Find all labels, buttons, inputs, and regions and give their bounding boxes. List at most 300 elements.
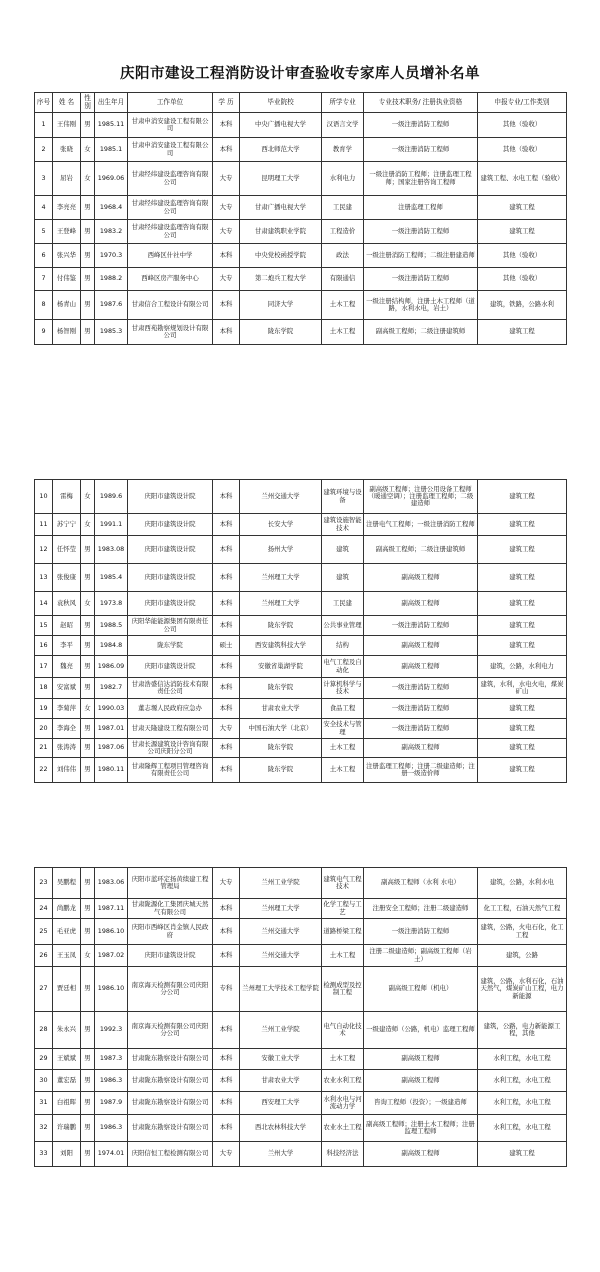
category-cell: 建筑，水利，水电火电，煤炭矿山 xyxy=(478,678,567,699)
category-cell: 水利工程，水电工程 xyxy=(478,1049,567,1070)
school-cell: 兰州工业学院 xyxy=(240,1012,322,1049)
employer-cell: 庆阳市建筑设计院 xyxy=(128,656,213,678)
school-cell: 扬州大学 xyxy=(240,536,322,564)
education-cell: 本科 xyxy=(213,291,240,320)
qualification-cell: 副高级工程师 xyxy=(364,1142,478,1167)
name-cell: 付伟鉴 xyxy=(53,268,81,291)
employer-cell: 甘肃申消安建设工程有限公司 xyxy=(128,138,213,162)
table-row xyxy=(35,899,567,919)
birth-cell: 1987.9 xyxy=(95,1092,128,1115)
category-cell: 建筑，公路，火电石化，化工工程 xyxy=(478,919,567,945)
table-row xyxy=(35,919,567,945)
education-cell: 本科 xyxy=(213,244,240,268)
employer-cell: 南京海天检测有限公司庆阳分公司 xyxy=(128,967,213,1012)
major-cell: 工民建 xyxy=(322,196,364,220)
seq-cell: 21 xyxy=(35,739,53,758)
employer-cell: 甘肃陇东勘察设计有限公司 xyxy=(128,1092,213,1115)
category-cell: 建筑，公路，水利电力 xyxy=(478,656,567,678)
gender-cell: 男 xyxy=(81,1115,95,1142)
table-row xyxy=(35,291,567,320)
table-row xyxy=(35,1049,567,1070)
seq-cell: 33 xyxy=(35,1142,53,1167)
qualification-cell: 一级注册消防工程师；二级注册建造师 xyxy=(364,244,478,268)
gender-cell: 男 xyxy=(81,899,95,919)
column-header: 工作单位 xyxy=(128,93,213,113)
employer-cell: 甘肃信合工程设计有限公司 xyxy=(128,291,213,320)
major-cell: 农业水利工程 xyxy=(322,1070,364,1092)
employer-cell: 甘肃陇东勘察设计有限公司 xyxy=(128,1070,213,1092)
employer-cell: 董志塬人民政府应急办 xyxy=(128,699,213,719)
column-header: 所学专业 xyxy=(322,93,364,113)
employer-cell: 甘肃隆辉工程项目管理咨询有限责任公司 xyxy=(128,758,213,783)
seq-cell: 32 xyxy=(35,1115,53,1142)
seq-cell: 6 xyxy=(35,244,53,268)
gender-cell: 男 xyxy=(81,1142,95,1167)
education-cell: 硕士 xyxy=(213,636,240,656)
column-header: 出生年月 xyxy=(95,93,128,113)
gender-cell: 男 xyxy=(81,719,95,739)
employer-cell: 庆阳华能能源集团有限责任公司 xyxy=(128,616,213,636)
category-cell: 建筑工程 xyxy=(478,636,567,656)
seq-cell: 19 xyxy=(35,699,53,719)
gender-cell: 男 xyxy=(81,244,95,268)
major-cell: 土木工程 xyxy=(322,758,364,783)
personnel-table-page-3 xyxy=(34,867,567,1167)
document-title: 庆阳市建设工程消防设计审查验收专家库人员增补名单 xyxy=(120,65,480,82)
column-header: 姓 名 xyxy=(53,93,81,113)
employer-cell: 庆阳信恒工程检测有限公司 xyxy=(128,1142,213,1167)
table-row xyxy=(35,1115,567,1142)
major-cell: 检测成型及控制工程 xyxy=(322,967,364,1012)
name-cell: 安富斌 xyxy=(53,678,81,699)
school-cell: 中央广播电视大学 xyxy=(240,113,322,138)
school-cell: 甘肃广播电视大学 xyxy=(240,196,322,220)
education-cell: 本科 xyxy=(213,320,240,345)
qualification-cell: 副高级工程师；二级注册建筑师 xyxy=(364,320,478,345)
education-cell: 本科 xyxy=(213,678,240,699)
education-cell: 大专 xyxy=(213,196,240,220)
employer-cell: 甘肃长源建筑设计咨询有限公司庆阳分公司 xyxy=(128,739,213,758)
name-cell: 杨青山 xyxy=(53,291,81,320)
employer-cell: 甘肃西苑勘察规划设计有限公司 xyxy=(128,320,213,345)
employer-cell: 庆阳市蓝环定扬黄续建工程管理局 xyxy=(128,868,213,899)
category-cell: 水利工程，水电工程 xyxy=(478,1070,567,1092)
column-header: 学 历 xyxy=(213,93,240,113)
table-row xyxy=(35,244,567,268)
major-cell: 土木工程 xyxy=(322,739,364,758)
education-cell: 专科 xyxy=(213,967,240,1012)
category-cell: 建筑，公路，电力新能源工程，其他 xyxy=(478,1012,567,1049)
education-cell: 大专 xyxy=(213,162,240,196)
name-cell: 张兴华 xyxy=(53,244,81,268)
education-cell: 本科 xyxy=(213,1049,240,1070)
school-cell: 兰州理工大学 xyxy=(240,564,322,592)
column-header: 专业技术职务/ 注册执业资格 xyxy=(364,93,478,113)
school-cell: 中国石油大学（北京） xyxy=(240,719,322,739)
gender-cell: 女 xyxy=(81,162,95,196)
school-cell: 西北农林科技大学 xyxy=(240,1115,322,1142)
school-cell: 安徽省巢湖学院 xyxy=(240,656,322,678)
table-row xyxy=(35,1070,567,1092)
major-cell: 土木工程 xyxy=(322,945,364,967)
category-cell: 建筑工程 xyxy=(478,564,567,592)
qualification-cell: 副高级工程师 xyxy=(364,592,478,616)
category-cell: 建筑工程 xyxy=(478,320,567,345)
gender-cell: 男 xyxy=(81,536,95,564)
school-cell: 同济大学 xyxy=(240,291,322,320)
category-cell: 建筑工程、水电工程（验收） xyxy=(478,162,567,196)
gender-cell: 女 xyxy=(81,480,95,514)
qualification-cell: 一级注册消防工程师 xyxy=(364,268,478,291)
birth-cell: 1990.03 xyxy=(95,699,128,719)
employer-cell: 甘肃经纬建设监理咨询有限公司 xyxy=(128,220,213,244)
seq-cell: 7 xyxy=(35,268,53,291)
school-cell: 西安建筑科技大学 xyxy=(240,636,322,656)
seq-cell: 18 xyxy=(35,678,53,699)
table-row xyxy=(35,739,567,758)
name-cell: 李菊萍 xyxy=(53,699,81,719)
birth-cell: 1991.1 xyxy=(95,514,128,536)
seq-cell: 8 xyxy=(35,291,53,320)
category-cell: 建筑，公路 xyxy=(478,945,567,967)
qualification-cell: 一级注册消防工程师 xyxy=(364,220,478,244)
name-cell: 杨智刚 xyxy=(53,320,81,345)
education-cell: 大专 xyxy=(213,719,240,739)
employer-cell: 庆阳市西峰区肖金镇人民政府 xyxy=(128,919,213,945)
seq-cell: 3 xyxy=(35,162,53,196)
name-cell: 雷梅 xyxy=(53,480,81,514)
name-cell: 王玉凤 xyxy=(53,945,81,967)
school-cell: 兰州交通大学 xyxy=(240,919,322,945)
qualification-cell: 副高级工程师（机电） xyxy=(364,967,478,1012)
table-row xyxy=(35,758,567,783)
seq-cell: 23 xyxy=(35,868,53,899)
gender-cell: 女 xyxy=(81,514,95,536)
major-cell: 公共事业管理 xyxy=(322,616,364,636)
category-cell: 建筑，公路，水利石化，石油天然气，煤炭矿山工程，电力新能源 xyxy=(478,967,567,1012)
birth-cell: 1980.11 xyxy=(95,758,128,783)
major-cell: 水利水电与河流动力学 xyxy=(322,1092,364,1115)
major-cell: 工民建 xyxy=(322,592,364,616)
school-cell: 兰州理工大学 xyxy=(240,592,322,616)
name-cell: 赵昭 xyxy=(53,616,81,636)
major-cell: 政法 xyxy=(322,244,364,268)
seq-cell: 25 xyxy=(35,919,53,945)
seq-cell: 2 xyxy=(35,138,53,162)
gender-cell: 男 xyxy=(81,1012,95,1049)
birth-cell: 1983.06 xyxy=(95,868,128,899)
education-cell: 本科 xyxy=(213,758,240,783)
employer-cell: 庆阳市建筑设计院 xyxy=(128,945,213,967)
gender-cell: 男 xyxy=(81,268,95,291)
seq-cell: 11 xyxy=(35,514,53,536)
birth-cell: 1986.10 xyxy=(95,919,128,945)
birth-cell: 1987.02 xyxy=(95,945,128,967)
table-row xyxy=(35,699,567,719)
gender-cell: 男 xyxy=(81,320,95,345)
name-cell: 毛亚虎 xyxy=(53,919,81,945)
school-cell: 兰州理工大学技术工程学院 xyxy=(240,967,322,1012)
name-cell: 朱永兴 xyxy=(53,1012,81,1049)
table-row xyxy=(35,678,567,699)
seq-cell: 1 xyxy=(35,113,53,138)
name-cell: 尚鹏龙 xyxy=(53,899,81,919)
qualification-cell: 副高级工程师；二级注册建筑师 xyxy=(364,536,478,564)
seq-cell: 9 xyxy=(35,320,53,345)
major-cell: 建筑电气工程技术 xyxy=(322,868,364,899)
name-cell: 吴鹏程 xyxy=(53,868,81,899)
major-cell: 水利电力 xyxy=(322,162,364,196)
table-row xyxy=(35,514,567,536)
table-row xyxy=(35,636,567,656)
school-cell: 安徽工业大学 xyxy=(240,1049,322,1070)
school-cell: 兰州工业学院 xyxy=(240,868,322,899)
gender-cell: 女 xyxy=(81,699,95,719)
education-cell: 本科 xyxy=(213,113,240,138)
major-cell: 电气工程及自动化 xyxy=(322,656,364,678)
gender-cell: 男 xyxy=(81,291,95,320)
name-cell: 屈岩 xyxy=(53,162,81,196)
birth-cell: 1987.3 xyxy=(95,1049,128,1070)
seq-cell: 17 xyxy=(35,656,53,678)
major-cell: 土木工程 xyxy=(322,291,364,320)
name-cell: 刘伟伟 xyxy=(53,758,81,783)
qualification-cell: 一级注册消防工程师 xyxy=(364,678,478,699)
major-cell: 结构 xyxy=(322,636,364,656)
seq-cell: 14 xyxy=(35,592,53,616)
education-cell: 大专 xyxy=(213,268,240,291)
table-row xyxy=(35,564,567,592)
category-cell: 建筑工程 xyxy=(478,739,567,758)
school-cell: 中央党校函授学院 xyxy=(240,244,322,268)
birth-cell: 1983.08 xyxy=(95,536,128,564)
major-cell: 电气自动化技术 xyxy=(322,1012,364,1049)
employer-cell: 甘肃经纬建设监理咨询有限公司 xyxy=(128,196,213,220)
employer-cell: 庆阳市建筑设计院 xyxy=(128,592,213,616)
birth-cell: 1987.06 xyxy=(95,739,128,758)
qualification-cell: 副高级工程师；注册公用设备工程师（暖通空调）；注册监理工程师；二级建造师 xyxy=(364,480,478,514)
qualification-cell: 一级注册消防工程师 xyxy=(364,138,478,162)
education-cell: 本科 xyxy=(213,739,240,758)
employer-cell: 甘肃浩盛信达消防技术有限责任公司 xyxy=(128,678,213,699)
personnel-table-page-1 xyxy=(34,92,567,345)
seq-cell: 29 xyxy=(35,1049,53,1070)
major-cell: 化学工程与工艺 xyxy=(322,899,364,919)
table-row xyxy=(35,268,567,291)
seq-cell: 10 xyxy=(35,480,53,514)
employer-cell: 庆阳市建筑设计院 xyxy=(128,536,213,564)
category-cell: 建筑工程 xyxy=(478,592,567,616)
major-cell: 食品工程 xyxy=(322,699,364,719)
qualification-cell: 副高级工程师 xyxy=(364,739,478,758)
name-cell: 白祖晖 xyxy=(53,1092,81,1115)
education-cell: 本科 xyxy=(213,919,240,945)
major-cell: 教育学 xyxy=(322,138,364,162)
category-cell: 水利工程，水电工程 xyxy=(478,1092,567,1115)
major-cell: 有限通信 xyxy=(322,268,364,291)
education-cell: 本科 xyxy=(213,514,240,536)
qualification-cell: 注册安全工程师；注册二级建造师 xyxy=(364,899,478,919)
gender-cell: 男 xyxy=(81,196,95,220)
column-header: 序号 xyxy=(35,93,53,113)
birth-cell: 1987.11 xyxy=(95,899,128,919)
table-row xyxy=(35,1012,567,1049)
seq-cell: 28 xyxy=(35,1012,53,1049)
school-cell: 昆明理工大学 xyxy=(240,162,322,196)
category-cell: 建筑工程 xyxy=(478,196,567,220)
major-cell: 计算机科学与技术 xyxy=(322,678,364,699)
employer-cell: 甘肃申消安建设工程有限公司 xyxy=(128,113,213,138)
category-cell: 其他（验收） xyxy=(478,138,567,162)
school-cell: 甘肃建筑职业学院 xyxy=(240,220,322,244)
gender-cell: 男 xyxy=(81,616,95,636)
gender-cell: 男 xyxy=(81,967,95,1012)
education-cell: 本科 xyxy=(213,536,240,564)
education-cell: 本科 xyxy=(213,1012,240,1049)
qualification-cell: 一级注册消防工程师 xyxy=(364,719,478,739)
education-cell: 本科 xyxy=(213,616,240,636)
qualification-cell: 注册监理工程师 xyxy=(364,196,478,220)
category-cell: 其他（验收） xyxy=(478,244,567,268)
birth-cell: 1985.3 xyxy=(95,320,128,345)
employer-cell: 甘肃经纬建设监理咨询有限公司 xyxy=(128,162,213,196)
qualification-cell: 注册电气工程师；一级注册消防工程师 xyxy=(364,514,478,536)
table-row xyxy=(35,162,567,196)
name-cell: 李亮亮 xyxy=(53,196,81,220)
employer-cell: 西峰区房产服务中心 xyxy=(128,268,213,291)
name-cell: 任怀莹 xyxy=(53,536,81,564)
header-row xyxy=(35,93,567,113)
table-row xyxy=(35,113,567,138)
category-cell: 建筑工程 xyxy=(478,514,567,536)
seq-cell: 13 xyxy=(35,564,53,592)
employer-cell: 庆阳市建筑设计院 xyxy=(128,514,213,536)
education-cell: 本科 xyxy=(213,1115,240,1142)
gender-cell: 男 xyxy=(81,868,95,899)
major-cell: 道路桥梁工程 xyxy=(322,919,364,945)
seq-cell: 30 xyxy=(35,1070,53,1092)
seq-cell: 31 xyxy=(35,1092,53,1115)
seq-cell: 27 xyxy=(35,967,53,1012)
seq-cell: 26 xyxy=(35,945,53,967)
birth-cell: 1987.6 xyxy=(95,291,128,320)
name-cell: 刘阳 xyxy=(53,1142,81,1167)
seq-cell: 24 xyxy=(35,899,53,919)
major-cell: 建筑设施智能技术 xyxy=(322,514,364,536)
table-row xyxy=(35,945,567,967)
education-cell: 大专 xyxy=(213,1142,240,1167)
qualification-cell: 一级注册消防工程师；注册监理工程师；国家注册咨询工程师 xyxy=(364,162,478,196)
gender-cell: 男 xyxy=(81,758,95,783)
gender-cell: 男 xyxy=(81,1070,95,1092)
education-cell: 本科 xyxy=(213,564,240,592)
birth-cell: 1988.2 xyxy=(95,268,128,291)
category-cell: 其他（验收） xyxy=(478,268,567,291)
employer-cell: 甘肃天隆建设工程有限公司 xyxy=(128,719,213,739)
education-cell: 大专 xyxy=(213,868,240,899)
school-cell: 甘肃农业大学 xyxy=(240,699,322,719)
name-cell: 贾廷相 xyxy=(53,967,81,1012)
name-cell: 王斌斌 xyxy=(53,1049,81,1070)
birth-cell: 1985.4 xyxy=(95,564,128,592)
school-cell: 第二炮兵工程大学 xyxy=(240,268,322,291)
name-cell: 张俊康 xyxy=(53,564,81,592)
major-cell: 汉语言文学 xyxy=(322,113,364,138)
gender-cell: 男 xyxy=(81,656,95,678)
school-cell: 长安大学 xyxy=(240,514,322,536)
category-cell: 建筑工程 xyxy=(478,536,567,564)
category-cell: 建筑工程 xyxy=(478,699,567,719)
name-cell: 张涛涛 xyxy=(53,739,81,758)
category-cell: 建筑工程 xyxy=(478,758,567,783)
birth-cell: 1973.8 xyxy=(95,592,128,616)
table-row xyxy=(35,138,567,162)
name-cell: 李平 xyxy=(53,636,81,656)
employer-cell: 陇东学院 xyxy=(128,636,213,656)
seq-cell: 15 xyxy=(35,616,53,636)
category-cell: 建筑，公路，水利水电 xyxy=(478,868,567,899)
birth-cell: 1969.06 xyxy=(95,162,128,196)
school-cell: 陇东学院 xyxy=(240,739,322,758)
category-cell: 水利工程，水电工程 xyxy=(478,1115,567,1142)
qualification-cell: 一级注册消防工程师 xyxy=(364,616,478,636)
name-cell: 袁秋风 xyxy=(53,592,81,616)
major-cell: 土木工程 xyxy=(322,320,364,345)
table-row xyxy=(35,967,567,1012)
birth-cell: 1985.1 xyxy=(95,138,128,162)
school-cell: 兰州交通大学 xyxy=(240,945,322,967)
seq-cell: 22 xyxy=(35,758,53,783)
qualification-cell: 咨询工程师（投资）；一级建造师 xyxy=(364,1092,478,1115)
birth-cell: 1987.01 xyxy=(95,719,128,739)
name-cell: 董宏磊 xyxy=(53,1070,81,1092)
category-cell: 化工工程，石油天然气工程 xyxy=(478,899,567,919)
category-cell: 其他（验收） xyxy=(478,113,567,138)
gender-cell: 男 xyxy=(81,678,95,699)
name-cell: 王伟刚 xyxy=(53,113,81,138)
qualification-cell: 一级注册结构师，注册土木工程师（道路，水利水电，岩土） xyxy=(364,291,478,320)
category-cell: 建筑工程 xyxy=(478,480,567,514)
column-header: 申报专业/工作类别 xyxy=(478,93,567,113)
column-header: 毕业院校 xyxy=(240,93,322,113)
employer-cell: 甘肃陇源化工集团庆城天然气有限公司 xyxy=(128,899,213,919)
table-row xyxy=(35,719,567,739)
qualification-cell: 一级注册消防工程师 xyxy=(364,699,478,719)
qualification-cell: 副高级工程师 xyxy=(364,656,478,678)
birth-cell: 1986.3 xyxy=(95,1070,128,1092)
education-cell: 本科 xyxy=(213,656,240,678)
birth-cell: 1986.10 xyxy=(95,967,128,1012)
qualification-cell: 一级建造师（公路，机电）监理工程师 xyxy=(364,1012,478,1049)
school-cell: 陇东学院 xyxy=(240,678,322,699)
birth-cell: 1988.5 xyxy=(95,616,128,636)
gender-cell: 男 xyxy=(81,564,95,592)
birth-cell: 1983.2 xyxy=(95,220,128,244)
major-cell: 安全技术与管理 xyxy=(322,719,364,739)
education-cell: 本科 xyxy=(213,592,240,616)
major-cell: 建筑 xyxy=(322,536,364,564)
personnel-table-page-2 xyxy=(34,479,567,783)
name-cell: 魏亮 xyxy=(53,656,81,678)
qualification-cell: 副高级工程师（水利 水电） xyxy=(364,868,478,899)
gender-cell: 男 xyxy=(81,636,95,656)
education-cell: 本科 xyxy=(213,699,240,719)
employer-cell: 庆阳市建筑设计院 xyxy=(128,480,213,514)
qualification-cell: 注册二级建造师；副高级工程师（岩土） xyxy=(364,945,478,967)
category-cell: 建筑，铁路，公路水利 xyxy=(478,291,567,320)
education-cell: 本科 xyxy=(213,480,240,514)
school-cell: 陇东学院 xyxy=(240,616,322,636)
